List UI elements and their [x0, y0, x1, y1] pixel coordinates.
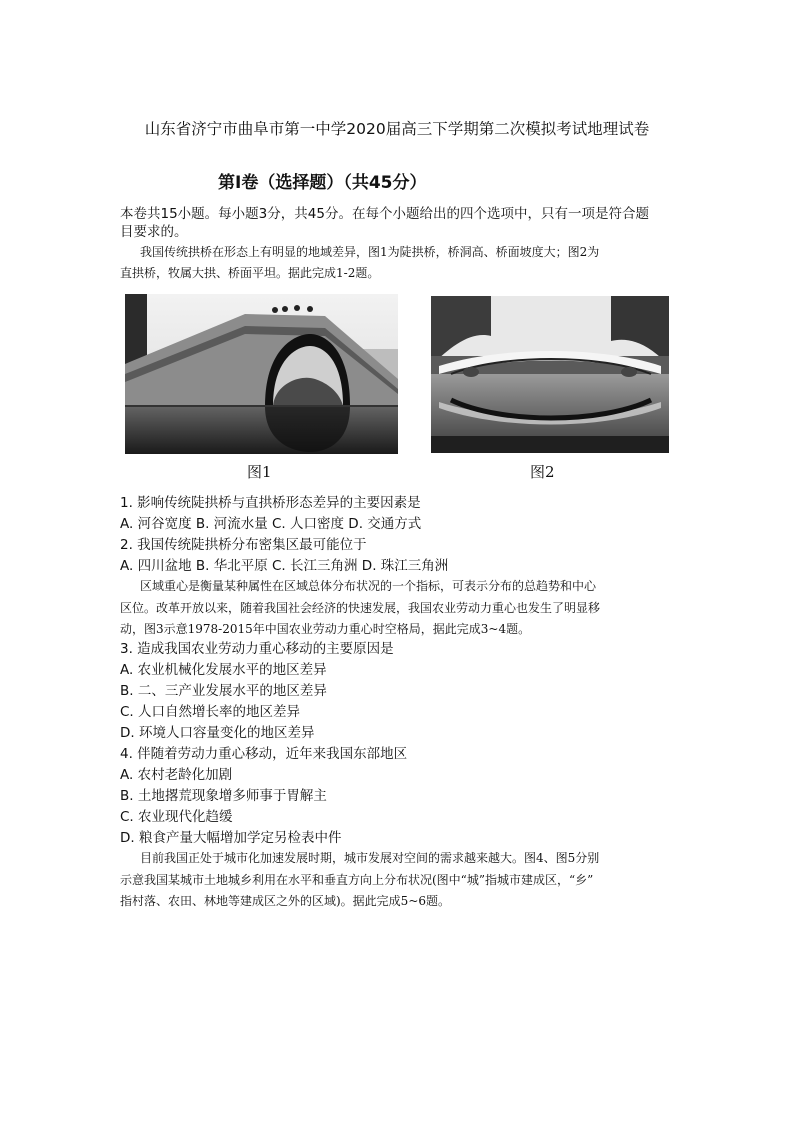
instructions-line-2: 目要求的。	[120, 224, 188, 240]
q3-stem: 3. 造成我国农业劳动力重心移动的主要原因是	[120, 641, 394, 657]
instructions-line-1: 本卷共15小题。每小题3分，共45分。在每个小题给出的四个选项中，只有一项是符合题	[120, 206, 649, 222]
section-heading: 第Ⅰ卷（选择题）（共45分）	[218, 173, 427, 193]
q2-options: A. 四川盆地 B. 华北平原 C. 长江三角洲 D. 珠江三角洲	[120, 558, 449, 574]
q3-option-b: B. 二、三产业发展水平的地区差异	[120, 683, 327, 699]
q3-option-a: A. 农业机械化发展水平的地区差异	[120, 662, 327, 678]
q4-option-c: C. 农业现代化趋缓	[120, 809, 233, 825]
figure2-flat-arch-bridge-photo	[431, 296, 669, 453]
figure1-steep-arch-bridge-photo	[125, 294, 398, 454]
document-title: 山东省济宁市曲阜市第一中学2020届高三下学期第二次模拟考试地理试卷	[144, 120, 650, 138]
passage1-line-2: 直拱桥，牧属大拱、桥面平坦。据此完成1-2题。	[120, 266, 380, 280]
figure1-caption: 图1	[247, 463, 272, 481]
q1-stem: 1. 影响传统陡拱桥与直拱桥形态差异的主要因素是	[120, 495, 421, 511]
q3-option-d: D. 环境人口容量变化的地区差异	[120, 725, 315, 741]
passage3-line-1: 目前我国正处于城市化加速发展时期，城市发展对空间的需求越来越大。图4、图5分别	[140, 851, 600, 865]
q1-options: A. 河谷宽度 B. 河流水量 C. 人口密度 D. 交通方式	[120, 516, 422, 532]
q4-option-b: B. 土地撂荒现象增多师事于胃解主	[120, 788, 327, 804]
q4-option-a: A. 农村老龄化加剧	[120, 767, 233, 783]
passage3-line-3: 指村落、农田、林地等建成区之外的区域)。据此完成5~6题。	[120, 894, 451, 908]
q4-stem: 4. 伴随着劳动力重心移动，近年来我国东部地区	[120, 746, 408, 762]
passage3-line-2: 示意我国某城市土地城乡利用在水平和垂直方向上分布状况(图中“城”指城市建成区，“乡”	[120, 873, 594, 887]
q4-option-d: D. 粮食产量大幅增加学定另检表中件	[120, 830, 342, 846]
figure2-caption: 图2	[530, 463, 555, 481]
passage2-line-3: 动，图3示意1978-2015年中国农业劳动力重心时空格局，据此完成3~4题。	[120, 622, 531, 636]
passage2-line-2: 区位。改革开放以来，随着我国社会经济的快速发展，我国农业劳动力重心也发生了明显移	[120, 601, 601, 615]
passage1-line-1: 我国传统拱桥在形态上有明显的地域差异，图1为陡拱桥，桥洞高、桥面坡度大；图2为	[140, 245, 600, 259]
passage2-line-1: 区域重心是衡量某种属性在区域总体分布状况的一个指标，可表示分布的总趋势和中心	[140, 579, 597, 593]
q3-option-c: C. 人口自然增长率的地区差异	[120, 704, 301, 720]
q2-stem: 2. 我国传统陡拱桥分布密集区最可能位于	[120, 537, 367, 553]
